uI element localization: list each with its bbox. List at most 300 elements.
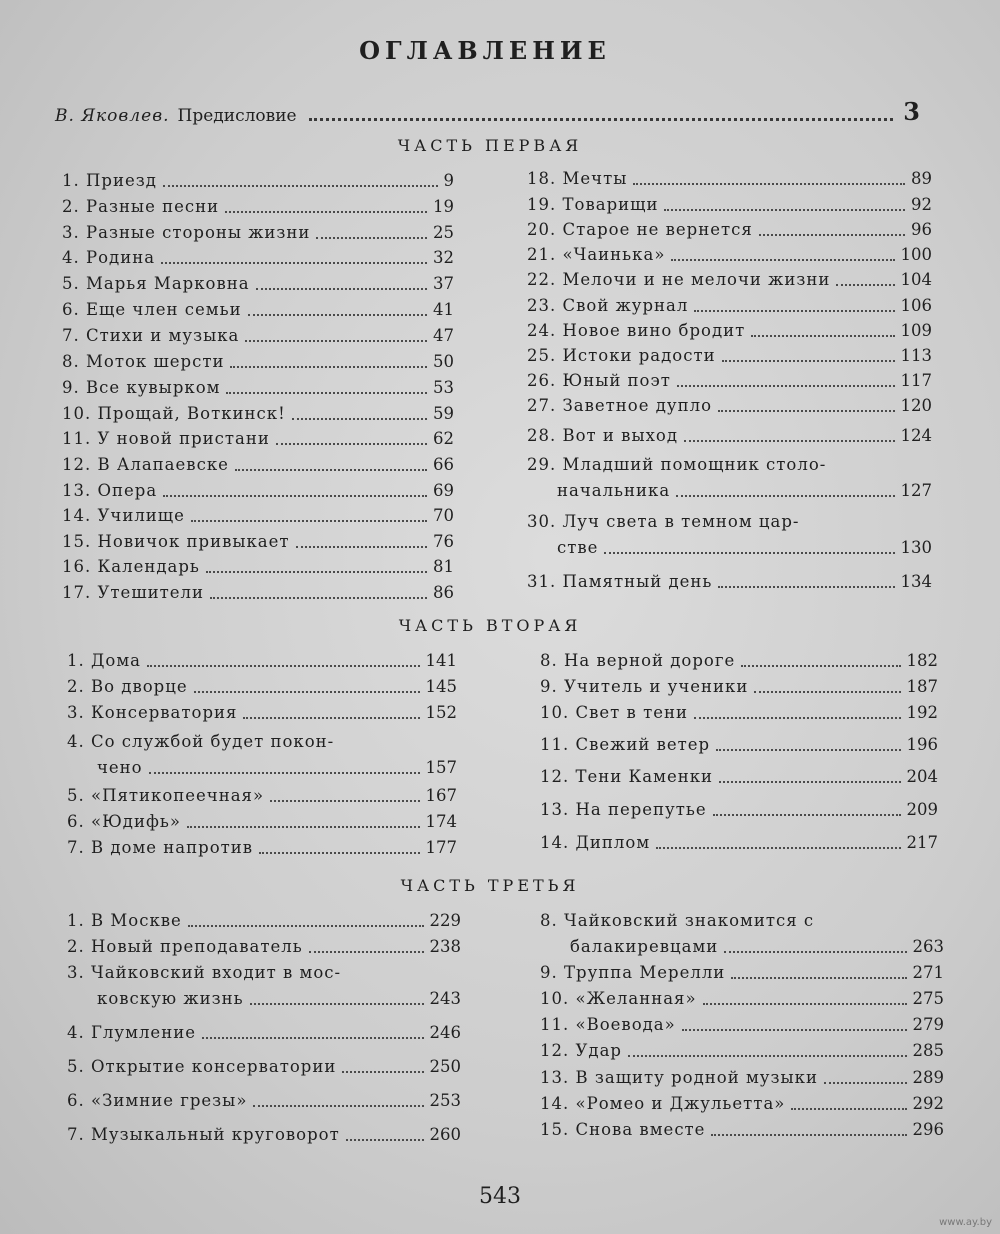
toc-entry: [67, 988, 461, 1010]
toc-entry: [62, 505, 454, 527]
toc-entry: [527, 194, 932, 216]
toc-entry-number: 8.: [62, 352, 80, 371]
toc-entry-title: [540, 676, 748, 698]
toc-entry-title: [540, 1067, 818, 1089]
toc-entry-number: 23.: [527, 296, 557, 315]
toc-entry: [527, 219, 932, 241]
toc-entry: [67, 757, 457, 779]
toc-entry-number: 10.: [540, 989, 570, 1008]
toc-entry-title: [540, 734, 710, 756]
toc-entry-text: Еще член семьи: [86, 300, 242, 319]
toc-entry-number: 5.: [67, 786, 85, 805]
toc-entry: [67, 1056, 461, 1078]
toc-entry: [540, 1014, 944, 1036]
dot-leader: [202, 1037, 424, 1039]
toc-page-number: 174: [425, 812, 457, 831]
toc-page-number: 113: [900, 346, 932, 365]
toc-entry-number: 3.: [62, 223, 80, 242]
toc-entry-text: В Москве: [91, 911, 182, 930]
toc-entry-number: 22.: [527, 270, 557, 289]
dot-leader: [677, 385, 895, 387]
toc-entry: [67, 785, 457, 807]
dot-leader: [346, 1139, 424, 1141]
toc-entry-number: 25.: [527, 346, 557, 365]
toc-entry-title: [540, 1014, 676, 1036]
toc-entry: [62, 480, 454, 502]
dot-leader: [163, 185, 438, 187]
dot-leader: [230, 366, 427, 368]
toc-entry-title-part1: Младший помощник столо-: [562, 455, 827, 474]
toc-page-number: 243: [429, 989, 461, 1008]
toc-page-number: 96: [911, 220, 932, 239]
dot-leader: [270, 800, 419, 802]
toc-entry-title: [527, 511, 800, 533]
toc-page-number: 130: [900, 538, 932, 557]
dot-leader: [684, 440, 895, 442]
toc-entry-number: 5.: [62, 274, 80, 293]
toc-entry-number: 11.: [540, 735, 570, 754]
dot-leader: [210, 597, 427, 599]
toc-page-number: 62: [433, 429, 454, 448]
toc-page-number: 182: [906, 651, 938, 670]
dot-leader: [791, 1108, 906, 1110]
toc-entry-text: Во дворце: [91, 677, 188, 696]
toc-entry-number: 5.: [67, 1057, 85, 1076]
toc-entry-text: Юный поэт: [562, 371, 671, 390]
toc-entry: [67, 650, 457, 672]
toc-entry-number: 24.: [527, 321, 557, 340]
toc-entry-number: 29.: [527, 455, 557, 474]
toc-page-number: 296: [912, 1120, 944, 1139]
toc-entry: [67, 837, 457, 859]
dot-leader: [682, 1029, 907, 1031]
toc-entry-title: [62, 377, 220, 399]
toc-entry-title-part1: Чайковский входит в мос-: [91, 963, 342, 982]
toc-entry-text: У новой пристани: [97, 429, 270, 448]
toc-entry-text: Труппа Мерелли: [564, 963, 726, 982]
dot-leader: [718, 586, 894, 588]
toc-entry-number: 12.: [540, 1041, 570, 1060]
toc-page-number: 167: [425, 786, 457, 805]
toc-page-number: 157: [425, 758, 457, 777]
toc-entry: [540, 702, 938, 724]
toc-page-number: 253: [429, 1091, 461, 1110]
toc-page-number: 209: [906, 800, 938, 819]
toc-entry-text: Дома: [91, 651, 142, 670]
toc-entry-text: «Пятикопеечная»: [91, 786, 265, 805]
toc-entry-title: [527, 571, 712, 593]
dot-leader: [235, 469, 427, 471]
toc-entry-title: [67, 1022, 196, 1044]
toc-entry: [540, 1040, 944, 1062]
toc-entry: [527, 537, 932, 559]
toc-entry-title: [540, 910, 814, 932]
toc-page-number: 109: [900, 321, 932, 340]
dot-leader: [703, 1003, 907, 1005]
toc-entry-number: 6.: [67, 812, 85, 831]
dot-leader: [309, 951, 424, 953]
dot-leader: [250, 1003, 424, 1005]
toc-entry-title: [67, 837, 253, 859]
dot-leader: [824, 1082, 907, 1084]
toc-entry: [540, 734, 938, 756]
toc-entry-title: [527, 244, 665, 266]
toc-entry-title-part2: балакиревцами: [570, 937, 719, 956]
toc-entry-number: 18.: [527, 169, 557, 188]
dot-leader: [633, 183, 905, 185]
preface-title: Предисловие: [177, 106, 297, 126]
toc-page-number: 81: [433, 557, 454, 576]
toc-entry-title-part2: начальника: [557, 481, 671, 500]
toc-entry-text: Календарь: [97, 557, 200, 576]
toc-entry-number: 9.: [540, 963, 558, 982]
toc-entry-number: 1.: [67, 911, 85, 930]
toc-entry-text: Памятный день: [562, 572, 713, 591]
toc-page-number: 141: [425, 651, 457, 670]
toc-entry-title: [540, 962, 725, 984]
dot-leader: [316, 237, 427, 239]
toc-entry-number: 16.: [62, 557, 92, 576]
dot-leader: [163, 495, 427, 497]
dot-leader: [276, 443, 427, 445]
toc-entry-number: 14.: [540, 833, 570, 852]
toc-entry-title: [67, 1090, 247, 1112]
toc-page-number: 19: [433, 197, 454, 216]
toc-page-number: 250: [429, 1057, 461, 1076]
toc-entry-number: 7.: [62, 326, 80, 345]
dot-leader: [722, 360, 895, 362]
dot-leader: [149, 772, 420, 774]
toc-entry-title: [527, 219, 753, 241]
toc-entry: [527, 320, 932, 342]
dot-leader: [225, 211, 427, 213]
toc-entry-text: «Желанная»: [575, 989, 697, 1008]
toc-entry-title: [62, 556, 200, 578]
toc-entry-title: [527, 395, 712, 417]
toc-entry-text: «Чаинька»: [562, 245, 666, 264]
toc-entry-number: 2.: [67, 937, 85, 956]
toc-entry-title: [527, 454, 826, 476]
toc-entry-title: [62, 480, 157, 502]
toc-entry-title: [527, 295, 688, 317]
toc-entry-number: 4.: [62, 248, 80, 267]
toc-entry-number: 4.: [67, 732, 85, 751]
dot-leader: [253, 1105, 423, 1107]
toc-entry: [527, 425, 932, 447]
toc-entry-number: 21.: [527, 245, 557, 264]
dot-leader: [656, 847, 900, 849]
toc-entry-text: Марья Марковна: [86, 274, 250, 293]
dot-leader: [296, 546, 427, 548]
toc-entry-title: [527, 320, 745, 342]
toc-page-number: 279: [912, 1015, 944, 1034]
toc-page-number: 100: [900, 245, 932, 264]
toc-entry-text: Удар: [575, 1041, 622, 1060]
toc-entry-title: [67, 785, 264, 807]
toc-entry-title-part1: Чайковский знакомится с: [564, 911, 815, 930]
toc-page-number: 37: [433, 274, 454, 293]
toc-entry-text: «Ромео и Джульетта»: [575, 1094, 786, 1113]
toc-entry-title: [62, 247, 155, 269]
toc-entry: [527, 480, 932, 502]
toc-entry: [527, 571, 932, 593]
watermark: www.ay.by: [939, 1217, 992, 1228]
toc-entry-number: 6.: [67, 1091, 85, 1110]
toc-entry-line1: [540, 910, 944, 932]
toc-entry-text: Диплом: [575, 833, 651, 852]
toc-entry-title: [62, 299, 242, 321]
toc-entry-title: [540, 799, 707, 821]
dot-leader: [256, 288, 427, 290]
toc-entry-number: 7.: [67, 1125, 85, 1144]
toc-entry-title: [62, 170, 157, 192]
toc-entry-text: Свет в тени: [575, 703, 688, 722]
toc-entry-text: Открытие консерватории: [91, 1057, 337, 1076]
toc-page-number: 32: [433, 248, 454, 267]
toc-entry-number: 30.: [527, 512, 557, 531]
toc-page-number: 196: [906, 735, 938, 754]
toc-entry-title: [62, 325, 239, 347]
toc-entry-title: [540, 988, 697, 1010]
toc-entry: [540, 988, 944, 1010]
dot-leader: [751, 335, 894, 337]
toc-entry: [540, 1067, 944, 1089]
toc-entry-title: [62, 582, 204, 604]
part-heading-2: ЧАСТЬ ВТОРАЯ: [398, 616, 582, 635]
toc-entry-number: 9.: [540, 677, 558, 696]
toc-page-number: 25: [433, 223, 454, 242]
toc-entry-title: [527, 370, 671, 392]
toc-page-number: 152: [425, 703, 457, 722]
toc-page-number: 124: [900, 426, 932, 445]
toc-entry-text: Старое не вернется: [562, 220, 753, 239]
toc-entry-title: [540, 1119, 705, 1141]
dot-leader: [718, 410, 894, 412]
toc-page-number: 106: [900, 296, 932, 315]
toc-entry-text: Стихи и музыка: [86, 326, 240, 345]
toc-page-number: 76: [433, 532, 454, 551]
toc-entry-number: 2.: [67, 677, 85, 696]
toc-entry: [540, 766, 938, 788]
toc-page-number: 292: [912, 1094, 944, 1113]
toc-entry-number: 12.: [540, 767, 570, 786]
toc-page-number: 69: [433, 481, 454, 500]
toc-entry-text: Тени Каменки: [575, 767, 714, 786]
toc-page-number: 41: [433, 300, 454, 319]
toc-page-number: 127: [900, 481, 932, 500]
dot-leader: [741, 665, 900, 667]
toc-page-number: 9: [443, 171, 454, 190]
toc-entry-title: [67, 650, 141, 672]
toc-entry-number: 14.: [540, 1094, 570, 1113]
dot-leader: [676, 495, 894, 497]
toc-entry: [527, 370, 932, 392]
toc-entry: [62, 299, 454, 321]
dot-leader: [836, 284, 894, 286]
toc-page-number: 120: [900, 396, 932, 415]
toc-page-number: 89: [911, 169, 932, 188]
preface-entry: [55, 96, 920, 126]
dot-leader: [259, 852, 419, 854]
dot-leader: [713, 814, 901, 816]
toc-entry-title: [62, 273, 250, 295]
toc-entry-text: Все кувырком: [86, 378, 221, 397]
toc-entry-number: 19.: [527, 195, 557, 214]
page-title: ОГЛАВЛЕНИЕ: [359, 36, 611, 65]
dot-leader: [161, 262, 427, 264]
toc-entry-number: 15.: [62, 532, 92, 551]
toc-entry-text: Мелочи и не мелочи жизни: [562, 270, 831, 289]
toc-entry: [540, 799, 938, 821]
dot-leader: [292, 418, 427, 420]
dot-leader: [342, 1071, 423, 1073]
toc-entry-text: Консерватория: [91, 703, 238, 722]
toc-page-number: 229: [429, 911, 461, 930]
toc-entry-title-part1: Со службой будет покон-: [91, 732, 335, 751]
toc-entry: [62, 170, 454, 192]
dot-leader: [206, 571, 427, 573]
toc-entry-title: [67, 731, 334, 753]
dot-leader: [711, 1134, 906, 1136]
toc-entry-text: На верной дороге: [564, 651, 736, 670]
toc-page-number: 50: [433, 352, 454, 371]
toc-entry: [527, 244, 932, 266]
dot-leader: [187, 826, 420, 828]
toc-entry-text: Разные стороны жизни: [86, 223, 311, 242]
toc-entry-number: 26.: [527, 371, 557, 390]
toc-page-number: 263: [912, 937, 944, 956]
toc-page-number: 59: [433, 404, 454, 423]
toc-entry: [67, 676, 457, 698]
toc-entry-title: [67, 962, 341, 984]
toc-entry-number: 17.: [62, 583, 92, 602]
toc-entry-text: Глумление: [91, 1023, 196, 1042]
dot-leader: [604, 552, 894, 554]
toc-entry: [540, 650, 938, 672]
toc-page-number: 70: [433, 506, 454, 525]
toc-entry-title: [527, 168, 627, 190]
toc-entry: [62, 454, 454, 476]
toc-entry-number: 13.: [62, 481, 92, 500]
dot-leader: [309, 118, 894, 121]
toc-entry: [527, 168, 932, 190]
toc-entry-title: [67, 676, 188, 698]
toc-entry: [67, 1022, 461, 1044]
dot-leader: [245, 340, 427, 342]
toc-entry-line1: [527, 511, 932, 533]
toc-entry-text: Училище: [97, 506, 185, 525]
dot-leader: [243, 717, 419, 719]
dot-leader: [226, 392, 427, 394]
toc-entry-number: 31.: [527, 572, 557, 591]
toc-entry-title: [540, 1040, 622, 1062]
toc-entry-line1: [67, 962, 461, 984]
toc-page-number: 86: [433, 583, 454, 602]
toc-entry-title: [62, 454, 229, 476]
toc-entry: [62, 531, 454, 553]
toc-page-number: 66: [433, 455, 454, 474]
dot-leader: [719, 781, 900, 783]
toc-entry-number: 8.: [540, 651, 558, 670]
page-number: 543: [479, 1184, 521, 1209]
toc-entry: [62, 403, 454, 425]
toc-entry-title: [67, 936, 303, 958]
toc-entry-text: «Воевода»: [575, 1015, 676, 1034]
toc-entry-number: 1.: [62, 171, 80, 190]
toc-entry-number: 10.: [540, 703, 570, 722]
toc-entry-text: Новое вино бродит: [562, 321, 746, 340]
toc-entry: [62, 222, 454, 244]
toc-page-number: 117: [900, 371, 932, 390]
toc-entry-number: 8.: [540, 911, 558, 930]
toc-entry: [62, 325, 454, 347]
toc-page-number: 289: [912, 1068, 944, 1087]
toc-entry-text: Опера: [97, 481, 158, 500]
toc-entry-title: [527, 269, 830, 291]
toc-entry-number: 11.: [540, 1015, 570, 1034]
toc-page-number: 246: [429, 1023, 461, 1042]
toc-entry: [540, 1093, 944, 1115]
toc-entry-title: [62, 196, 219, 218]
toc-entry-number: 13.: [540, 800, 570, 819]
dot-leader: [759, 234, 905, 236]
toc-entry-text: Учитель и ученики: [564, 677, 749, 696]
toc-entry: [527, 395, 932, 417]
toc-entry: [62, 351, 454, 373]
toc-entry-text: Товарищи: [562, 195, 659, 214]
toc-entry-text: Музыкальный круговорот: [91, 1125, 340, 1144]
toc-entry-text: Свой журнал: [562, 296, 689, 315]
toc-entry-title: [62, 531, 290, 553]
dot-leader: [628, 1055, 907, 1057]
toc-entry: [62, 556, 454, 578]
dot-leader: [147, 665, 419, 667]
dot-leader: [671, 259, 894, 261]
toc-entry-number: 4.: [67, 1023, 85, 1042]
toc-entry-title: [62, 505, 185, 527]
toc-entry-title: [540, 832, 650, 854]
toc-entry-number: 15.: [540, 1120, 570, 1139]
toc-entry-text: В защиту родной музыки: [575, 1068, 818, 1087]
toc-entry-title-part2: ковскую жизнь: [97, 989, 244, 1008]
toc-entry: [67, 910, 461, 932]
toc-entry-text: Свежий ветер: [575, 735, 711, 754]
toc-entry-number: 10.: [62, 404, 92, 423]
toc-entry: [62, 273, 454, 295]
dot-leader: [754, 691, 900, 693]
toc-page-number: 177: [425, 838, 457, 857]
toc-entry-text: На перепутье: [575, 800, 707, 819]
toc-entry: [62, 377, 454, 399]
toc-entry-title-part1: Луч света в темном цар-: [562, 512, 800, 531]
toc-entry-title: [62, 428, 270, 450]
toc-entry-text: В Алапаевске: [97, 455, 229, 474]
toc-entry-text: Новичок привыкает: [97, 532, 290, 551]
toc-entry: [67, 936, 461, 958]
toc-entry-title: [67, 702, 237, 724]
toc-entry-number: 13.: [540, 1068, 570, 1087]
toc-entry-number: 1.: [67, 651, 85, 670]
toc-entry: [540, 936, 944, 958]
toc-entry-text: Моток шерсти: [86, 352, 225, 371]
toc-entry: [540, 962, 944, 984]
toc-entry-text: Новый преподаватель: [91, 937, 303, 956]
toc-entry-title: [67, 811, 181, 833]
toc-entry-number: 20.: [527, 220, 557, 239]
toc-entry-title: [527, 194, 658, 216]
dot-leader: [191, 520, 427, 522]
toc-entry-text: Родина: [86, 248, 156, 267]
